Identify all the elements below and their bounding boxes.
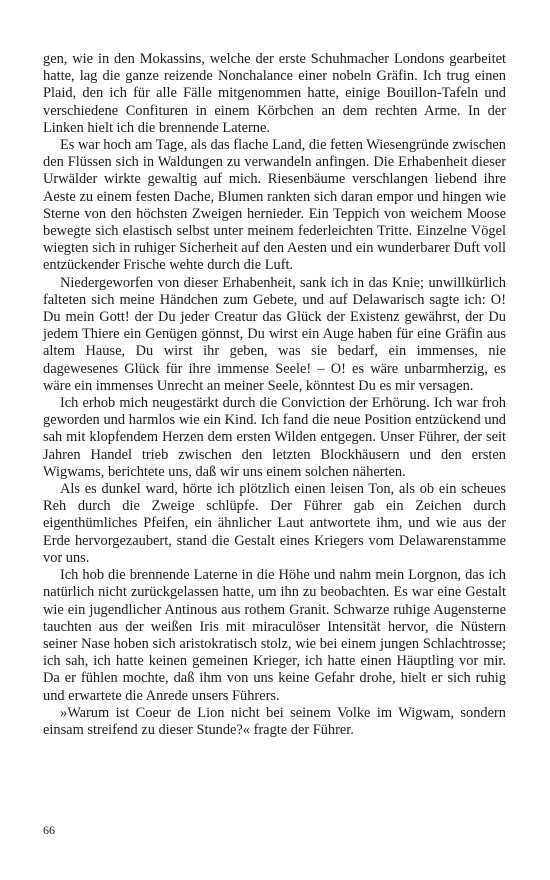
paragraph-forest: Es war hoch am Tage, als das flache Land, die fetten Wiesengründe zwischen den Flüssen sich in Waldungen zu verwandeln anfingen. Die Erhabenheit dieser Urwälder wirkte gewaltig auf mich. Riesenbäume verschlangen liebend ihre Aeste zu einem festen Dache, Blumen rankten sich daran empor und hingen wie Sterne von den höchsten Zweigen hernieder. Ein Teppich von weichem Moose bewegte sich elastisch selbst unter meinem federleichten Tritte. Einzelne Vögel wiegten sich in ruhiger Sicherheit auf den Aesten und ein wunderbarer Duft voll entzückender Frische wehte durch die Luft.: [43, 137, 506, 274]
paragraph-lorgnon: Ich hob die brennende Laterne in die Höhe und nahm mein Lorgnon, das ich natürlich nicht zurückgelassen hatte, um ihn zu beobachten. Es war eine Gestalt wie ein jugendlicher Antinous aus rothem Granit. Schwarze ruhige Augensterne tauchten aus der weißen Iris mit miraculöser Intensität hervor, die Nüstern seiner Nase hoben sich aristokratisch stolz, wie bei einem jungen Schlachtrosse; ich sah, ich hatte keinen gemeinen Krieger, ich hatte einen Häuptling vor mir. Da er fühlen mochte, daß ihm von uns keine Gefahr drohe, hielt er sich ruhig und erwartete die Anrede unsers Führers.: [43, 567, 506, 704]
page-body: [43, 51, 506, 739]
paragraph-prayer: Niedergeworfen von dieser Erhabenheit, sank ich in das Knie; unwillkürlich falteten sich meine Händchen zum Gebete, und auf Delawarisch sagte ich: O! Du mein Gott! der Du jeder Creatur das Glück der Existenz gewährst, der Du jedem Thiere ein Genügen gönnst, Du wirst ein Auge haben für eine Gräfin aus altem Hause, Du wirst ihr geben, was sie bedarf, ein immenses, nie dagewesenes Glück für ihre immense Seele! – O! es wäre unbarmherzig, es wäre ein immenses Unrecht an meiner Seele, könntest Du es mir versagen.: [43, 274, 506, 394]
paragraph-conviction: Ich erhob mich neugestärkt durch die Conviction der Erhörung. Ich war froh geworden und harmlos wie ein Kind. Ich fand die neue Position entzückend und sah mit klopfendem Herzen dem ersten Wilden entgegen. Unser Führer, der seit Jahren Handel trieb zwischen den letzten Blockhäusern und den ersten Wigwams, berichtete uns, daß wir uns einem solchen näherten.: [43, 395, 506, 480]
page-number: 66: [43, 823, 55, 837]
paragraph-question: »Warum ist Coeur de Lion nicht bei seinem Volke im Wigwam, sondern einsam streifend zu dieser Stunde?« fragte der Führer.: [43, 704, 506, 738]
paragraph-continuation: gen, wie in den Mokassins, welche der erste Schuhmacher Londons gearbeitet hatte, lag die ganze reizende Nonchalance einer nobeln Gräfin. Ich trug einen Plaid, den ich für alle Fälle mitgenommen hatte, einige Bouillon-Tafeln und verschiedene Confituren in einem Körbchen an dem rechten Arme. In der Linken hielt ich die brennende Laterne.: [43, 51, 506, 136]
paragraph-warrior: Als es dunkel ward, hörte ich plötzlich einen leisen Ton, als ob ein scheues Reh durch die Zweige schlüpfe. Der Führer gab ein Zeichen durch eigenthümliches Pfeifen, ein ähnlicher Laut antwortete ihm, und wie aus der Erde hervorgezaubert, stand die Gestalt eines Kriegers vom Delawarenstamme vor uns.: [43, 481, 506, 566]
